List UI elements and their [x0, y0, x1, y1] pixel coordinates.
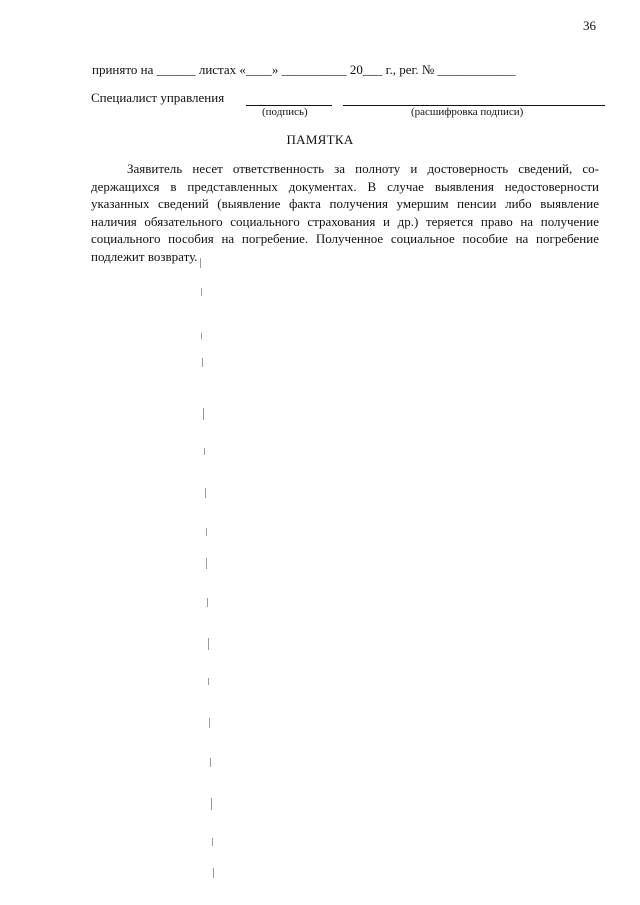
scan-artifact-mark	[208, 678, 209, 685]
scan-artifact-mark	[206, 558, 207, 569]
accepted-sheets-line: принято на ______ листах «____» __________ 20___ г., рег. № ____________	[92, 62, 516, 77]
memo-title: ПАМЯТКА	[286, 132, 354, 147]
scan-artifact-mark	[207, 598, 208, 607]
scan-artifact-mark	[210, 758, 211, 767]
scan-artifact-mark	[211, 798, 212, 810]
scan-artifact-mark	[212, 838, 213, 846]
scan-artifact-mark	[203, 408, 204, 420]
scan-artifact-mark	[213, 868, 214, 878]
scan-artifact-mark	[205, 488, 206, 498]
scan-artifact-mark	[201, 288, 202, 296]
page-number: 36	[583, 18, 596, 33]
signature-caption: (подпись)	[262, 106, 308, 118]
signature-decode-caption: (расшифровка подписи)	[411, 106, 524, 118]
scan-artifact-mark	[209, 718, 210, 728]
scan-artifact-mark	[200, 258, 201, 268]
scan-artifact-mark	[201, 333, 202, 339]
scan-artifact-mark	[206, 528, 207, 536]
specialist-label: Специалист управления	[91, 90, 225, 105]
scan-artifact-dots	[200, 258, 224, 898]
scan-artifact-mark	[202, 358, 203, 367]
memo-text: Заявитель несет ответственность за полноту и достоверность сведений, содержащихся в представленных документах. В случае выявления недостоверности указанных сведений (выявление факта получения умершим пенсии либо выявление наличия обязательного социального страхования и др.) теряется право на получение социального пособия на погребение. Полученное социальное пособие на погребение подлежит возврату.	[91, 161, 599, 264]
scan-artifact-mark	[204, 448, 205, 455]
scan-artifact-mark	[208, 638, 209, 650]
